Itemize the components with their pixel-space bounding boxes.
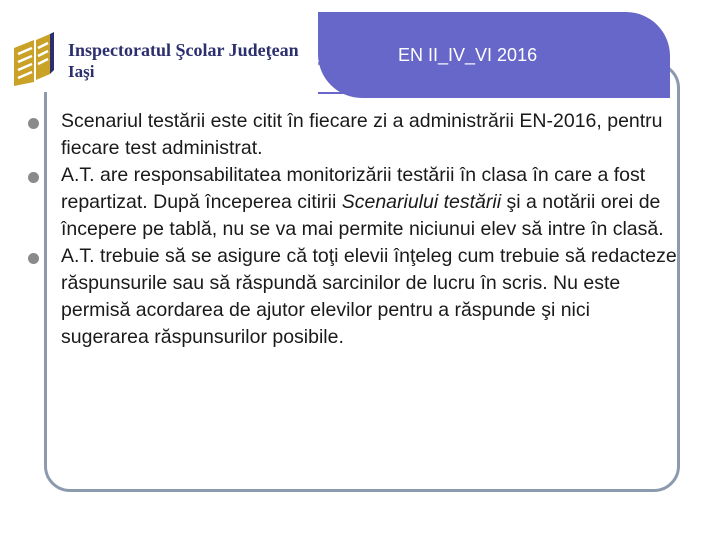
bullet-dot-icon (28, 172, 39, 183)
bullet-text: Scenariul testării este citit în fiecare zi a administrării EN-2016, pentru fiecare test administrat. (61, 110, 663, 159)
logo-city: Iaşi (68, 62, 95, 81)
bullet-text-part2: şi a notării orei de începere pe tablă, nu se va mai permite niciunui elev să intre în clasă. (61, 191, 664, 240)
bullet-item (0, 162, 683, 243)
institution-logo (0, 12, 318, 92)
bullet-text-part1: A.T. are responsabilitatea monitorizării testării în clasa în care a fost repartizat. După începerea citirii (61, 164, 646, 213)
bullet-item (0, 108, 683, 162)
book-emblem-icon (10, 30, 54, 86)
header-underline (318, 92, 636, 94)
bullet-text-italic: Scenariului testării (341, 191, 502, 213)
bullet-dot-icon (28, 118, 39, 129)
header-title: EN II_IV_VI 2016 (398, 45, 538, 65)
logo-institution-name: Inspectoratul Şcolar Judeţean (68, 40, 299, 60)
bullet-item (0, 243, 683, 351)
bullet-text (61, 164, 664, 240)
bullet-list (0, 108, 720, 351)
bullet-text: A.T. trebuie să se asigure că toţi elevii înţeleg cum trebuie să redacteze răspunsurile sau să răspundă sarcinilor de lucru în scris. Nu este permisă acordarea de ajutor elevilor pentru a răspunde şi nici sugerarea răspunsurilor posibile. (61, 245, 677, 348)
bullet-dot-icon (28, 253, 39, 264)
